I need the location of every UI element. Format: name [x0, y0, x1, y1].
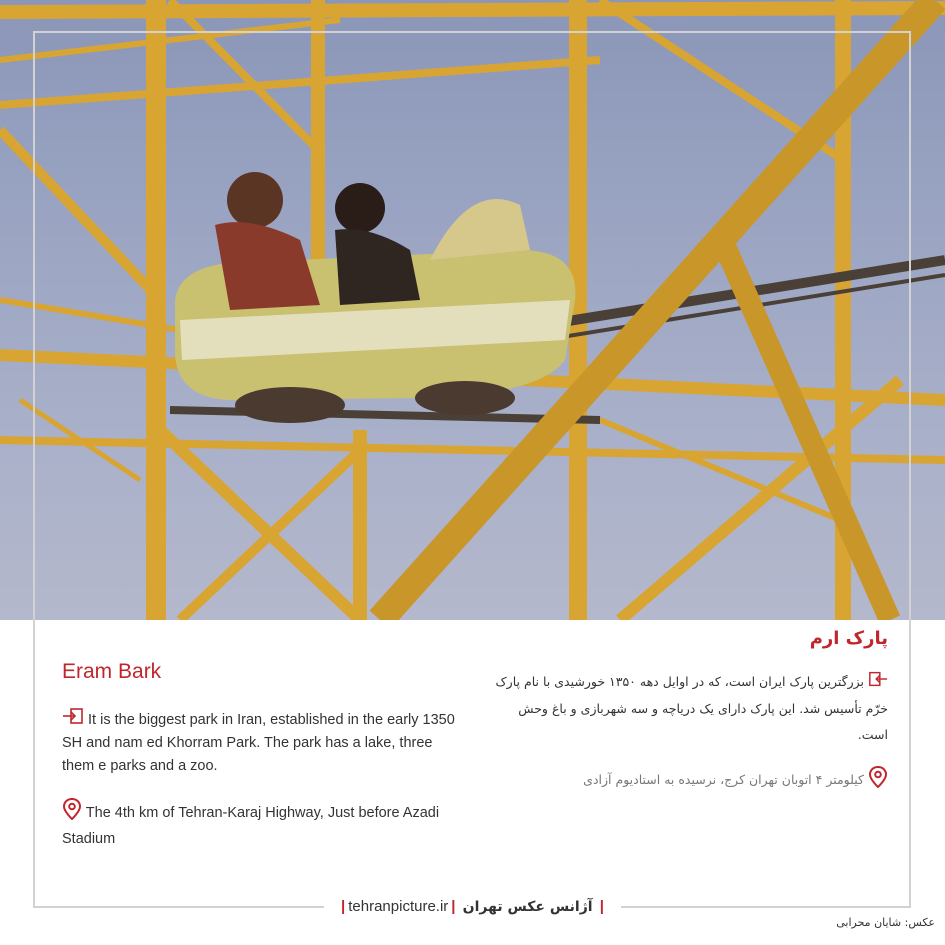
footer-agency-name: آژانس عکس تهران — [462, 899, 593, 915]
enter-arrow-icon — [868, 670, 888, 696]
persian-address: کیلومتر ۴ اتوبان تهران کرج، نرسیده به استادیوم آزادی — [583, 771, 865, 787]
english-address-row — [62, 798, 462, 851]
enter-arrow-icon — [62, 708, 84, 732]
english-description-row — [62, 708, 462, 778]
footer — [0, 896, 945, 915]
english-section — [62, 660, 462, 851]
persian-description: بزرگترین پارک ایران است، که در اوایل دهه ۱۳۵۰ خورشیدی با نام پارک خرّم تأسیس شد. این پارک دارای یک دریاچه و سه شهربازی و باغ وحش است. — [495, 674, 888, 742]
english-description: It is the biggest park in Iran, established in the early 1350 SH and nam ed Khorram Park. The park has a lake, three them e parks and a zoo. — [62, 711, 455, 774]
footer-site-link[interactable]: tehranpicture.ir — [348, 898, 449, 915]
photo-credit: عکس: شایان محرابی — [836, 916, 935, 929]
footer-brand: | tehranpicture.ir | آژانس عکس تهران | — [324, 898, 621, 915]
english-title: Eram Bark — [62, 660, 162, 683]
persian-description-row — [488, 669, 888, 748]
location-pin-icon — [62, 798, 82, 828]
persian-section — [488, 628, 888, 795]
english-address: The 4th km of Tehran-Karaj Highway, Just before Azadi Stadium — [62, 804, 440, 847]
location-pin-icon — [868, 766, 888, 795]
persian-title: پارک ارم — [809, 628, 888, 649]
persian-address-row — [488, 766, 888, 795]
